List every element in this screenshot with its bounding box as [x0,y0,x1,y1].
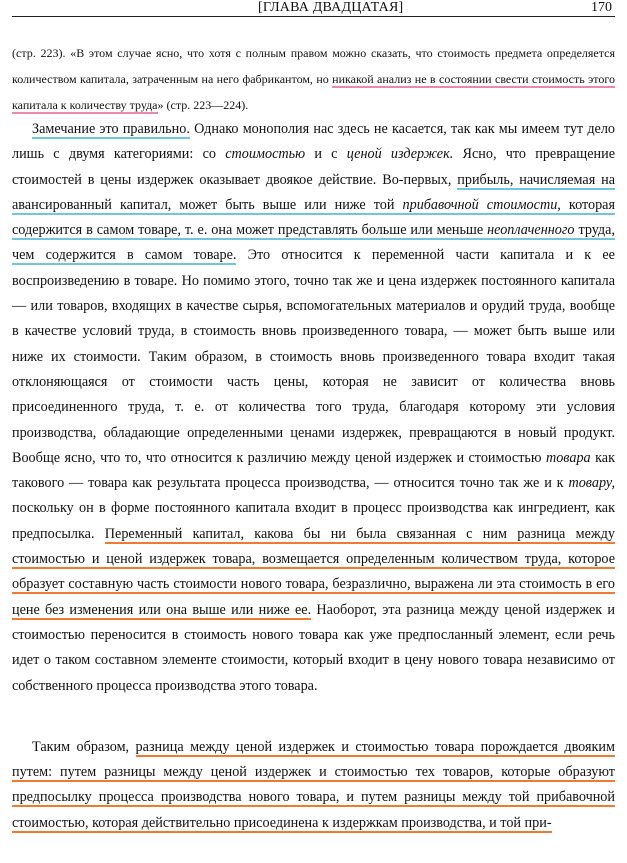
highlight-blue: которая содержится в самом товаре, т. е. она может представлять больше или меньше [12,196,616,239]
text-run: как такового — товара как результата процесса производства, — относится точно так же и к [12,449,615,492]
italic-text: ценой издержек. [346,146,454,163]
text-run: Однако монополия нас здесь не касается, так как мы имеем тут дело лишь с двумя категориями: со [12,121,616,163]
text-run: Это относится к переменной части капитала и к ее воспроизведению в товаре. Но помимо этого, точно так же и цена издержек постоянного капитала — или товаров, входящих в качестве сырья, вспомогательных материалов и орудий труда, вообще в качестве условий труда, в стоимость вновь произведенного товара, — может быть выше или ниже их стоимости. Таким образом, в стоимость вновь произведенного товара входит такая отклоняющаяся от стоимости часть цены, которая не зависит от количества вновь присоединенного труда, т. е. от количества того труда, благодаря которому эти условия производства, обладающие определенными ценами издержек, превращаются в новый продукт. Вообще ясно, что то, что относится к различию между ценой издержек и стоимостью [12,247,615,466]
chapter-title: [ГЛАВА ДВАДЦАТАЯ] [258,0,404,15]
text-run: Наоборот, эта разница между ценой издержек и стоимостью переносится в стоимость нового товара как уже предпосланный элемент, если речь идет о таком составном элементе стоимости, который входит в цену нового товара независимо от собственного процесса производства этого товара. [12,601,615,694]
italic-text: стоимостью [225,146,306,163]
running-header [12,0,615,17]
quote-footnote [12,40,615,118]
text-run: и с [305,146,347,163]
text-run: (стр. 223). «В этом случае ясно, что хотя с полным правом можно сказать, что стоимость предмета определяется количеством капитала, затраченным на него фабрикантом, но [12,46,615,86]
highlight-blue: прибавочной стоимости, [402,196,561,213]
paragraph-1 [12,117,615,699]
highlight-blue: неоплаченного [487,222,575,239]
highlight-orange: Переменный капитал, какова бы ни была связанная с ним разница между стоимостью и ценой издержек товара, возмещается определенным количеством труда, которое образует составную часть стоимости нового товара, безразлично, выражена ли эта стоимость в его цене без изменения или она выше или ниже ее. [12,525,615,618]
text-run: поскольку он в форме постоянного капитала входит в процесс производства как ингредиент, как предпосылка. [12,500,615,542]
page-number: 170 [591,0,612,15]
highlight-pink: никакой анализ не в состоянии свести стоимость этого капитала к количеству труда [12,72,615,112]
highlight-orange: разница между ценой издержек и стоимостью товара порождается двояким путем: путем разницы между ценой издержек и стоимостью тех товаров, которые образуют предпосылку процесса производства нового товара, и путем разницы между той прибавочной стоимостью, которая действительно присоединена к издержкам производства, и той при- [12,739,615,831]
text-run: Ясно, что превращение стоимостей в цены издержек оказывает двоякое действие. Во-первых, [12,146,616,188]
italic-text: товара [545,449,591,466]
highlight-blue: прибыль, начисляемая на авансированный капитал, может быть выше или ниже той [12,171,616,213]
header-rule [12,16,615,17]
text-run: Таким образом, [32,739,136,755]
paragraph-2 [12,735,615,836]
text-run: » (стр. 223—224). [157,98,249,112]
italic-text: товару, [568,475,615,492]
highlight-blue: Замечание это правильно. [32,121,190,137]
highlight-blue: труда, чем содержится в самом товаре. [12,222,615,264]
